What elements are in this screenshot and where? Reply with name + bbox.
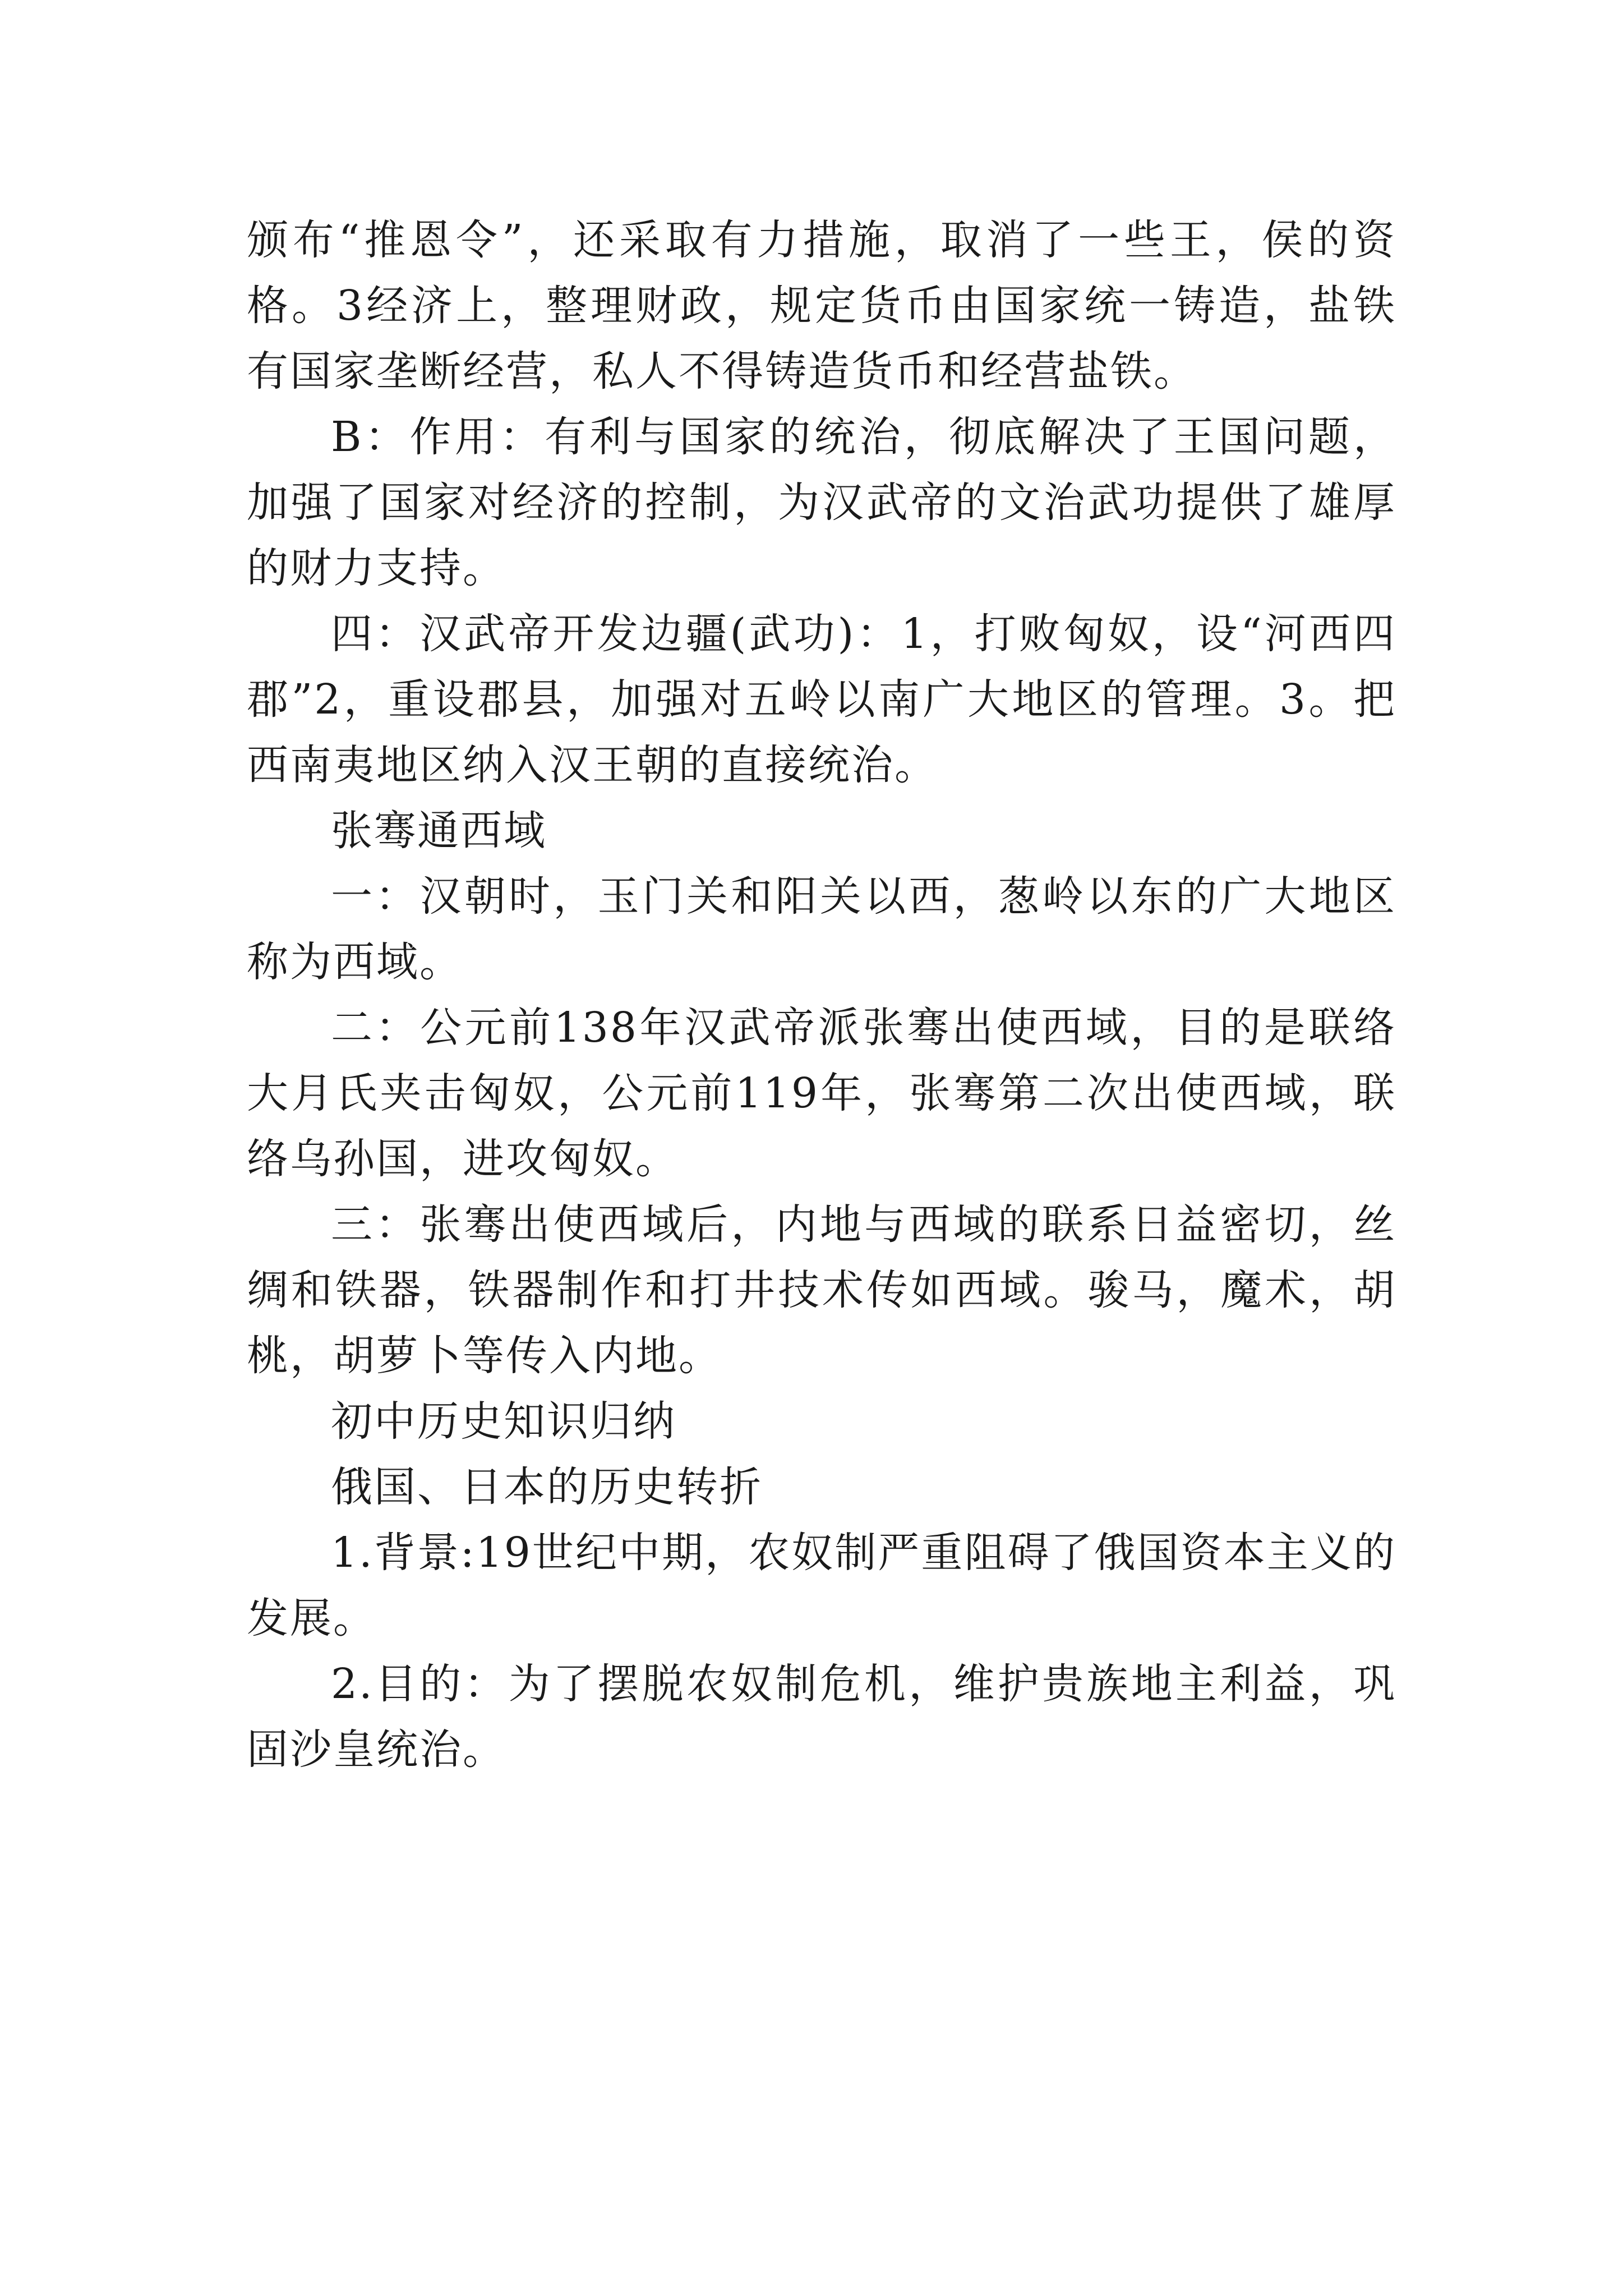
- document-body: [247, 208, 1396, 1783]
- paragraph-zhang-qian-missions: 二：公元前138年汉武帝派张骞出使西域，目的是联络大月氏夹击匈奴，公元前119年，张骞第二次出使西域，联络乌孙国，进攻匈奴。: [247, 1004, 1396, 1183]
- paragraph-frontier-development: 四：汉武帝开发边疆(武功)：1，打败匈奴，设“河西四郡”2，重设郡县，加强对五岭以南广大地区的管理。3。把西南夷地区纳入汉王朝的直接统治。: [247, 610, 1396, 789]
- paragraph-effect: B：作用：有利与国家的统治，彻底解决了王国问题，加强了国家对经济的控制，为汉武帝的文治武功提供了雄厚的财力支持。: [247, 413, 1396, 592]
- heading-russia-japan: 俄国、日本的历史转折: [331, 1463, 763, 1511]
- paragraph-western-regions-definition: 一：汉朝时，玉门关和阳关以西，葱岭以东的广大地区称为西域。: [247, 872, 1396, 986]
- heading-history-summary: 初中历史知识归纳: [331, 1397, 676, 1446]
- paragraph-background: 1.背景:19世纪中期，农奴制严重阻碍了俄国资本主义的发展。: [247, 1529, 1396, 1642]
- paragraph-tuienling-continuation: 颁布“推恩令”，还采取有力措施，取消了一些王，侯的资格。3经济上，整理财政，规定货币由国家统一铸造，盐铁有国家垄断经营，私人不得铸造货币和经营盐铁。: [247, 216, 1396, 395]
- paragraph-exchange-results: 三：张骞出使西域后，内地与西域的联系日益密切，丝绸和铁器，铁器制作和打井技术传如西域。骏马，魔术，胡桃，胡萝卜等传入内地。: [247, 1200, 1396, 1380]
- heading-zhang-qian: 张骞通西域: [331, 807, 547, 855]
- paragraph-purpose: 2.目的：为了摆脱农奴制危机，维护贵族地主利益，巩固沙皇统治。: [247, 1660, 1396, 1774]
